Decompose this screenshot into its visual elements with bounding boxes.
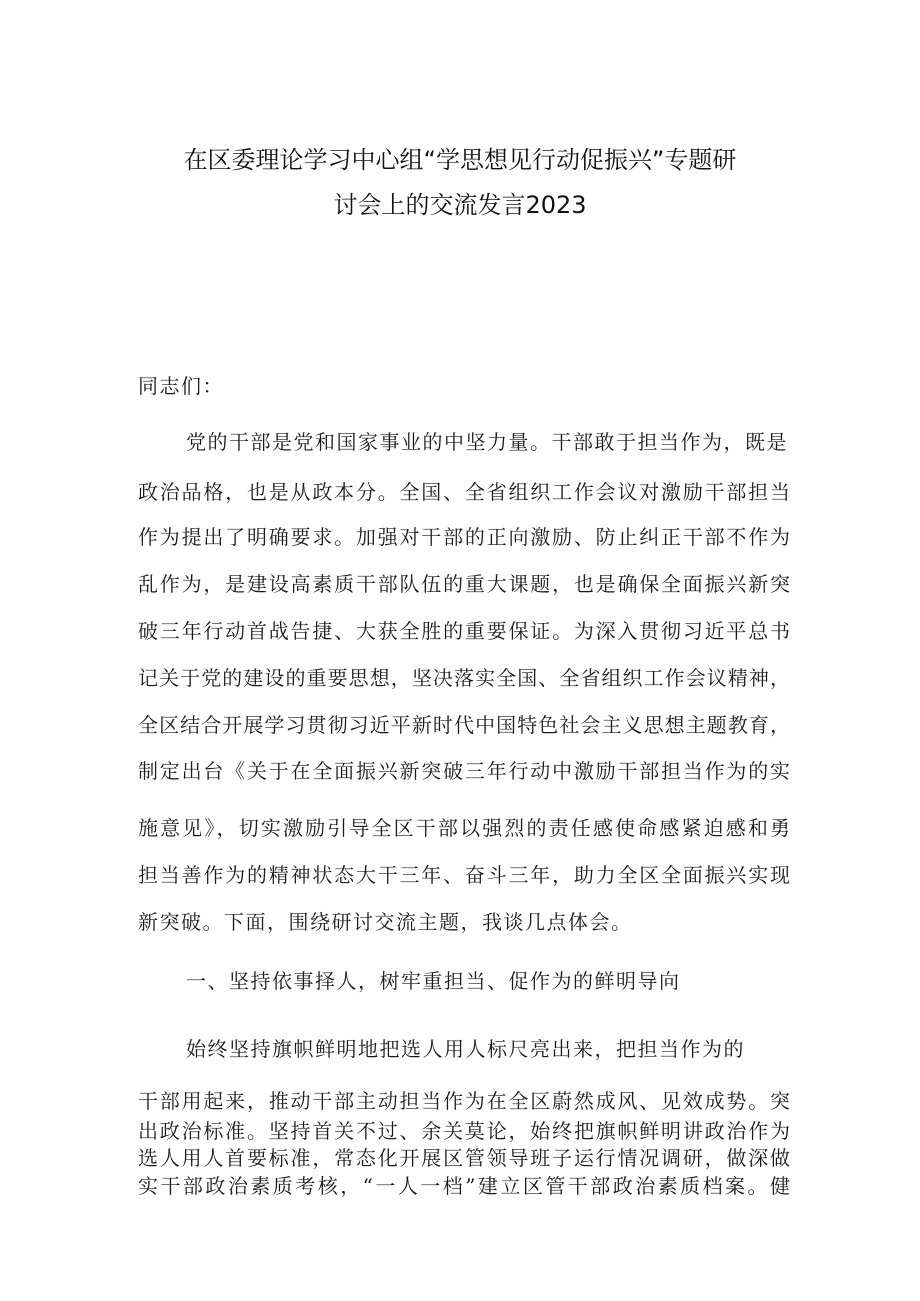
paragraph-line: 出政治标准。坚持首关不过、余关莫论，始终把旗帜鲜明讲政治作为 bbox=[138, 1119, 790, 1143]
document-title-line-2: 讨会上的交流发言2023 bbox=[333, 191, 587, 219]
paragraph-line: 乱作为，是建设高素质干部队伍的重大课题，也是确保全面振兴新突 bbox=[138, 572, 790, 596]
paragraph-line: 破三年行动首战告捷、大获全胜的重要保证。为深入贯彻习近平总书 bbox=[138, 619, 790, 643]
paragraph-line: 制定出台《关于在全面振兴新突破三年行动中激励干部担当作为的实 bbox=[138, 759, 790, 783]
paragraph-line: 施意见》，切实激励引导全区干部以强烈的责任感使命感紧迫感和勇 bbox=[138, 816, 790, 840]
paragraph-line: 记关于党的建设的重要思想，坚决落实全国、全省组织工作会议精神， bbox=[138, 666, 790, 690]
paragraph-line: 新突破。下面，围绕研讨交流主题，我谈几点体会。 bbox=[138, 910, 633, 934]
paragraph-line: 实干部政治素质考核，“一人一档”建立区管干部政治素质档案。健 bbox=[138, 1174, 790, 1198]
salutation: 同志们： bbox=[138, 374, 224, 398]
paragraph-line: 政治品格，也是从政本分。全国、全省组织工作会议对激励干部担当 bbox=[138, 480, 790, 504]
paragraph-line: 干部用起来，推动干部主动担当作为在全区蔚然成风、见效成势。突 bbox=[138, 1089, 790, 1113]
paragraph-line: 选人用人首要标准，常态化开展区管领导班子运行情况调研，做深做 bbox=[138, 1146, 790, 1170]
paragraph-line: 党的干部是党和国家事业的中坚力量。干部敢于担当作为，既是 bbox=[186, 430, 788, 454]
paragraph-line: 担当善作为的精神状态大干三年、奋斗三年，助力全区全面振兴实现 bbox=[138, 863, 790, 887]
paragraph-line: 作为提出了明确要求。加强对干部的正向激励、防止纠正干部不作为 bbox=[138, 525, 790, 549]
document-title-line-1: 在区委理论学习中心组“学思想见行动促振兴”专题研 bbox=[183, 146, 737, 174]
section-heading: 一、坚持依事择人，树牢重担当、促作为的鲜明导向 bbox=[186, 969, 681, 993]
paragraph-line: 始终坚持旗帜鲜明地把选人用人标尺亮出来，把担当作为的 bbox=[186, 1037, 745, 1061]
paragraph-line: 全区结合开展学习贯彻习近平新时代中国特色社会主义思想主题教育， bbox=[138, 713, 790, 737]
